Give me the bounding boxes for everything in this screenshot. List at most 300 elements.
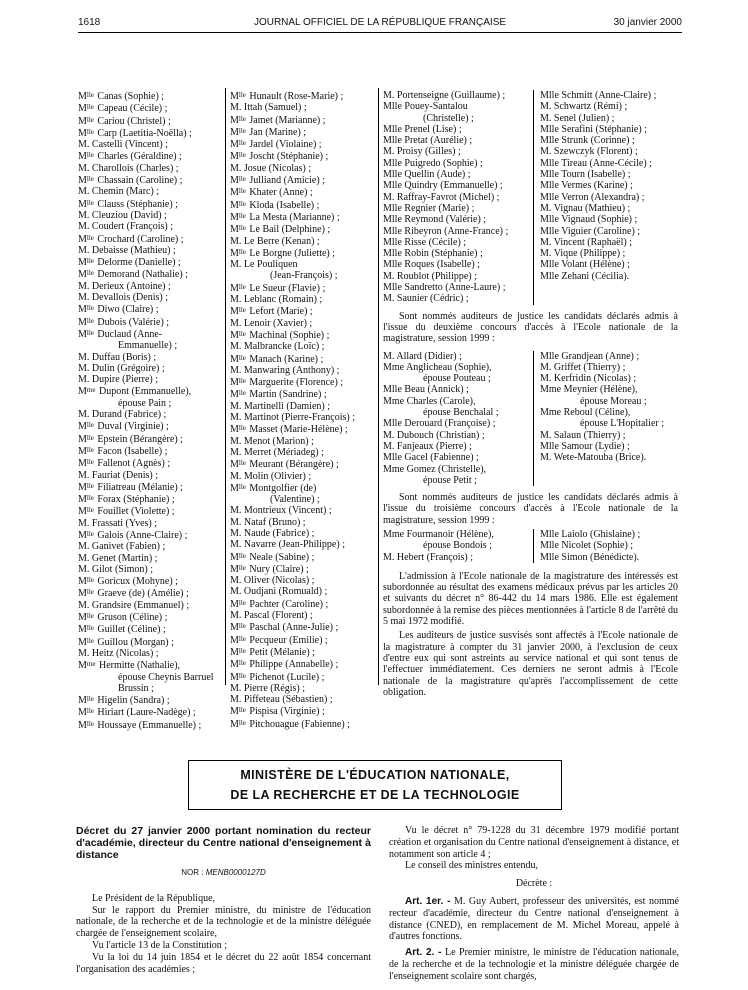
civility-title: M. [78,280,92,292]
person-name: Hiriart (Laure-Nadège) ; [97,707,196,719]
name-entry [78,139,222,150]
civility-title: $M^{lle}$ [230,377,246,389]
name-entry [383,237,533,248]
name-entry [78,600,222,611]
person-name: Higelin (Sandra) ; [97,695,170,707]
name-entry [78,445,222,457]
name-entry [540,146,677,157]
name-entry [540,373,677,384]
civility-title: Mlle [540,123,559,135]
person-name: Le Pouliquen [243,259,298,271]
decree-vu-loi: Vu la loi du 14 juin 1854 et le décret du 22 août 1854 concernant l'organisation des académies ; [76,951,371,975]
person-name: Volant (Hélène) ; [561,259,630,271]
name-entry [383,407,533,418]
journal-title: JOURNAL OFFICIEL DE LA RÉPUBLIQUE FRANÇAISE [253,17,507,28]
name-entry [383,135,533,146]
name-entry [78,409,222,420]
third-concours-list-left [383,529,533,563]
civility-title: M. [540,236,554,248]
civility-title: M. [383,429,397,441]
person-name: Le Borgne (Juliette) ; [249,247,336,259]
name-entry [383,124,533,135]
civility-title: M. [78,292,92,304]
civility-title: $M^{lle}$ [78,624,94,636]
name-entry [540,396,677,407]
person-name: Grandsire (Emmanuel) ; [91,599,190,611]
page-header [78,17,682,31]
person-name: Canas (Sophie) ; [97,91,165,102]
civility-title: Mlle [540,350,559,362]
civility-title: M. [78,162,92,174]
civility-title: M. [230,610,244,622]
name-entry [230,423,375,435]
person-name: Sandretto (Anne-Laure) ; [404,282,506,294]
civility-title: M. [78,563,92,575]
name-list-column-3a [383,90,533,305]
person-name: Montgolfier (de) [249,482,317,494]
person-name: Strunk (Corinne) ; [561,135,635,147]
person-name: La Mesta (Marianne) ; [249,211,340,223]
person-name: Tourn (Isabelle) ; [561,169,631,181]
person-name: Philippe (Annabelle) ; [249,659,339,671]
name-entry [78,648,222,659]
name-entry [78,481,222,493]
person-name: Prenel (Lise) ; [404,123,462,135]
person-name: Diwo (Claire) ; [97,304,159,316]
person-name: Kerfridin (Nicolas) ; [553,373,637,385]
name-entry [78,221,222,232]
person-name: Oliver (Nicolas) ; [243,575,315,587]
name-entry [230,517,375,528]
person-name: Demorand (Nathalie) ; [97,269,188,281]
person-name: Masset (Marie-Hélène) ; [249,424,348,436]
civility-title: $M^{lle}$ [78,719,94,731]
civility-title: $M^{lle}$ [78,269,94,281]
person-name: Le Berre (Kenan) ; [243,235,320,247]
person-name: Tireau (Anne-Cécile) ; [561,157,652,169]
name-entry [230,718,375,730]
affectation-paragraph: Les auditeurs de justice susvisés sont affectés à l'Ecole nationale de la magistrature à compter du 31 janvier 2000, à l'exclusion de ceux d'entre eux qui sont astreints au service national et qui sont tenus de l'effectuer immédiatement. Ces derniers ne seront admis à l'Ecole nationale de la magistrature qu'après l'accomplissement de cette obligation. [383,630,678,698]
person-name: Coudert (François) ; [91,221,173,233]
person-name: Goricux (Mohyne) ; [97,576,178,588]
civility-title: Mlle [540,270,559,282]
person-name: épouse Petit ; [423,474,477,486]
civility-title: M. [230,470,244,482]
name-entry [78,292,222,303]
person-name: Griffet (Thierry) ; [553,361,626,373]
person-name: Paschal (Anne-Julie) ; [249,622,339,634]
name-entry [540,226,677,237]
name-entry [540,124,677,135]
name-entry [230,646,375,658]
name-entry [78,316,222,328]
name-entry [383,351,533,362]
name-entry [78,623,222,635]
civility-title: M. [78,351,92,363]
civility-title: Mlle [540,191,559,203]
civility-title: M. [78,552,92,564]
civility-title: $M^{lle}$ [78,328,94,340]
person-name: Raffray-Favrot (Michel) ; [396,191,500,203]
name-entry [383,441,533,452]
person-name: Merret (Mériadeg) ; [243,446,324,458]
civility-title: M. [230,364,244,376]
issue-date: 30 janvier 2000 [613,17,682,28]
person-name: Viguier (Caroline) ; [561,225,641,237]
person-name: Salaun (Thierry) ; [553,429,626,441]
civility-title: Mlle [383,135,402,147]
civility-title: $M^{lle}$ [230,646,246,658]
civility-title: $M^{lle}$ [78,588,94,600]
civility-title: M. [540,248,554,260]
person-name: Graeve (de) (Amélie) ; [97,588,189,600]
name-entry [78,245,222,256]
decree-rapport: Sur le rapport du Premier ministre, du ministre de l'éducation nationale, de la recherche et de la technologie et de la ministre déléguée chargée de l'enseignement scolaire, [76,904,371,940]
name-entry [78,719,222,731]
person-name: Grandjean (Anne) ; [561,350,640,362]
person-name: Kloda (Isabelle) ; [249,199,320,211]
name-entry [230,236,375,247]
person-name: Meynier (Hélène), [563,384,638,396]
person-name: (Jean-François) ; [270,270,338,282]
civility-title: M. [230,446,244,458]
civility-title: M. [540,452,554,464]
person-name: Vique (Philippe) ; [553,248,626,260]
name-entry [230,447,375,458]
civility-title: Mme [383,463,405,475]
person-name: Quellin (Aude) ; [404,169,471,181]
person-name: Hunault (Rose-Marie) ; [249,91,344,102]
name-entry [383,248,533,259]
name-entry [383,203,533,214]
name-entry [540,384,677,395]
header-rule [78,32,682,33]
name-entry [230,436,375,447]
name-entry [78,470,222,481]
person-name: Samour (Lydie) ; [561,440,630,452]
name-entry [540,271,677,282]
civility-title: $M^{lle}$ [230,187,246,199]
civility-title: Mlle [383,452,402,464]
civility-title: $M^{lle}$ [230,622,246,634]
person-name: Charles (Géraldine) ; [97,151,182,163]
person-name: Fallenot (Agnès) ; [97,458,171,470]
civility-title: Mme [383,395,405,407]
name-entry [78,115,222,127]
person-name: Cariou (Christel) ; [97,115,171,127]
column-divider [225,88,226,685]
column-divider [378,88,379,685]
name-entry [230,211,375,223]
decrete-heading: Décrète : [515,878,553,890]
ministry-heading-box [188,760,562,810]
person-name: Manwaring (Anthony) ; [243,364,340,376]
name-entry [383,146,533,157]
civility-title: M. [230,162,244,174]
name-entry [540,418,677,429]
person-name: Malbrancke (Loïc) ; [243,341,325,353]
name-entry [78,611,222,623]
person-name: Epstein (Bérangère) ; [97,433,183,445]
name-entry [383,101,533,112]
name-entry [230,102,375,113]
name-entry [230,341,375,352]
person-name: Pitchouague (Fabienne) ; [249,718,350,730]
civility-title: M. [230,586,244,598]
name-entry [78,564,222,575]
name-entry [230,539,375,550]
civility-title: Mlle [540,90,559,101]
ministry-line-1: MINISTÈRE DE L'ÉDUCATION NATIONALE, [240,768,510,782]
person-name: Nataf (Bruno) ; [243,516,306,528]
name-list-column-3b [533,90,677,305]
civility-title: M. [230,412,244,424]
civility-title: $M^{lle}$ [230,482,246,494]
civility-title: $M^{lle}$ [230,306,246,318]
name-entry [78,541,222,552]
person-name: Molin (Olivier) ; [243,470,312,482]
name-entry [78,672,222,683]
civility-title: M. [230,341,244,353]
name-entry [540,90,677,101]
person-name: épouse Pain ; [118,397,172,409]
name-entry [383,396,533,407]
civility-title: $M^{lle}$ [78,103,94,115]
person-name: Jamet (Marianne) ; [249,114,326,126]
nor-label: NOR : [181,868,204,877]
person-name: Dubois (Valérie) ; [97,316,170,328]
name-entry [383,192,533,203]
name-entry [230,294,375,305]
name-entry [230,259,375,270]
name-entry [78,420,222,432]
name-entry [78,683,222,694]
person-name: Cleuziou (David) ; [91,209,167,221]
name-entry [230,282,375,294]
person-name: Fourmanoir (Hélène), [406,528,494,540]
civility-title: $M^{lle}$ [78,175,94,187]
name-entry [383,180,533,191]
civility-title: Mlle [383,225,402,237]
civility-title: M. [383,551,397,563]
person-name: Simon (Bénédicte). [561,551,640,563]
person-name: Hebert (François) ; [396,551,473,563]
name-entry [540,540,677,551]
person-name: Schmitt (Anne-Claire) ; [561,90,657,101]
second-concours-paragraph: Sont nommés auditeurs de justice les candidats déclarés admis à l'issue du deuxième concours d'accès à l'Ecole nationale de la magistrature, session 1999 : [383,310,678,345]
person-name: Galois (Anne-Claire) ; [97,529,188,541]
decree-conseil: Le conseil des ministres entendu, [405,860,539,872]
admission-paragraph: L'admission à l'Ecole nationale de la magistrature des intéressés est subordonnée au résultat des examens médicaux prévus par les articles 20 et suivants du décret n° 86-442 du 14 mars 1986. Elle est également subordonnée à la remise des pièces mentionnées à l'article 8 de l'arrêté du 5 mai 1972 modifié. [383,570,678,628]
civility-title: $M^{me}$ [78,660,96,672]
civility-title: $M^{lle}$ [78,257,94,269]
nor-code: MENB0000127D [205,868,266,877]
name-entry [230,683,375,694]
person-name: Heitz (Nicolas) ; [91,647,159,659]
person-name: Pretat (Aurélie) ; [404,135,473,147]
article-1 [389,896,679,943]
name-entry [230,199,375,211]
person-name: Saunier (Cédric) ; [396,293,469,305]
civility-title: $M^{lle}$ [78,115,94,127]
name-entry [540,203,677,214]
person-name: Naude (Fabrice) ; [243,527,315,539]
person-name: épouse Bondois ; [423,540,492,552]
name-entry [230,353,375,365]
name-entry [78,385,222,397]
name-entry [540,180,677,191]
person-name: Filiatreau (Mélanie) ; [97,481,183,493]
person-name: Vincent (Raphaël) ; [553,236,632,248]
name-entry [78,256,222,268]
person-name: Joscht (Stéphanie) ; [249,151,329,163]
name-entry [230,471,375,482]
civility-title: Mlle [383,169,402,181]
name-entry [540,552,677,563]
civility-title: $M^{lle}$ [78,481,94,493]
name-entry [383,362,533,373]
civility-title: Mlle [383,180,402,192]
person-name: Nicolet (Sophie) ; [561,540,634,552]
civility-title: M. [78,599,92,611]
civility-title: Mlle [540,259,559,271]
civility-title: M. [230,102,244,114]
civility-title: Mlle [383,101,402,113]
name-entry [230,494,375,505]
name-entry [78,518,222,529]
name-entry [540,158,677,169]
civility-title: $M^{lle}$ [230,353,246,365]
person-name: Capeau (Cécile) ; [97,103,168,115]
name-entry [540,529,677,540]
person-name: Fanjeaux (Pierre) ; [396,440,472,452]
civility-title: M. [78,541,92,553]
name-entry [230,114,375,126]
person-name: Chassain (Caroline) ; [97,175,183,187]
civility-title: $M^{me}$ [78,386,96,398]
person-name: Risse (Cécile) ; [404,236,467,248]
person-name: Lefort (Marie) ; [249,306,313,318]
person-name: Forax (Stéphanie) ; [97,494,175,506]
name-entry [383,158,533,169]
name-entry [383,540,533,551]
person-name: Khater (Anne) ; [249,187,313,199]
civility-title: $M^{lle}$ [230,459,246,471]
civility-title: M. [230,516,244,528]
civility-title: M. [540,429,554,441]
name-entry [230,482,375,494]
civility-title: M. [230,400,244,412]
civility-title: M. [78,469,92,481]
person-name: Menot (Marion) ; [243,435,314,447]
name-entry [230,376,375,388]
person-name: Fauriat (Denis) ; [91,469,158,481]
decree-left-column [76,825,371,975]
person-name: Nury (Claire) ; [249,563,309,575]
civility-title: $M^{lle}$ [78,576,94,588]
civility-title: M. [78,409,92,421]
civility-title: $M^{lle}$ [230,199,246,211]
person-name: Julliand (Amicie) ; [249,175,325,187]
civility-title: M. [230,694,244,706]
article-1-text: M. Guy Aubert, professeur des universités, est nommé recteur d'académie, directeur du Centre national d'enseignement à distance (CNED), en remplacement de M. Michel Moreau, appelé à d'autres fonctions. [389,895,679,943]
person-name: Fouillet (Violette) ; [97,506,175,518]
civility-title: Mlle [540,135,559,147]
person-name: (Valentine) ; [270,494,320,506]
civility-title: Mlle [383,157,402,169]
person-name: Szewczyk (Florent) ; [553,146,638,158]
civility-title: M. [230,682,244,694]
name-entry [540,113,677,124]
person-name: Frassati (Yves) ; [91,517,158,529]
name-entry [230,270,375,281]
name-entry [78,303,222,315]
civility-title: $M^{lle}$ [230,126,246,138]
civility-title: M. [78,186,92,198]
person-name: Pecqueur (Emilie) ; [249,634,328,646]
person-name: Pichenot (Lucile) ; [249,671,325,683]
name-entry [383,169,533,180]
name-entry [230,575,375,586]
name-entry [230,174,375,186]
civility-title: $M^{lle}$ [78,127,94,139]
name-entry [78,659,222,671]
name-entry [230,658,375,670]
person-name: Duffau (Boris) ; [91,351,157,363]
civility-title: M. [230,435,244,447]
article-2-text: Le Premier ministre, le ministre de l'éducation nationale, de la recherche et de la technologie et la ministre déléguée chargée de l'enseignement scolaire sont chargés, [389,947,680,982]
person-name: Schwartz (Rémi) ; [553,101,628,113]
civility-title: $M^{lle}$ [230,706,246,718]
decree-vu-decret: Vu le décret n° 79-1228 du 31 décembre 1979 modifié portant création et organisation du Centre national d'enseignement à distance, et notamment son article 4 ; [389,825,679,860]
name-entry [230,126,375,138]
civility-title: $M^{lle}$ [230,329,246,341]
person-name: Petit (Mélanie) ; [249,646,315,658]
name-entry [540,452,677,463]
name-entry [78,398,222,409]
person-name: Ribeyron (Anne-France) ; [404,225,509,237]
civility-title: M. [230,527,244,539]
person-name: Ganivet (Fabien) ; [91,541,166,553]
name-entry [383,452,533,463]
name-entry [230,621,375,633]
name-entry [78,433,222,445]
person-name: Manach (Karine) ; [249,353,324,365]
civility-title: $M^{lle}$ [230,211,246,223]
name-entry [230,412,375,423]
person-name: Machinal (Sophie) ; [249,329,330,341]
name-entry [78,328,222,340]
person-name: Duclaud (Anne- [97,328,163,340]
person-name: Pierre (Régis) ; [243,682,305,694]
civility-title: Mlle [383,282,402,294]
person-name: Reymond (Valérie) ; [404,214,487,226]
person-name: Piffeteau (Sébastien) ; [243,694,333,706]
person-name: Martinot (Pierre-François) ; [243,412,355,424]
person-name: Vignaud (Sophie) ; [561,214,638,226]
civility-title: Mlle [540,180,559,192]
name-entry [230,705,375,717]
civility-title: M. [78,244,92,256]
name-entry [78,529,222,541]
name-entry [540,101,677,112]
civility-title: $M^{lle}$ [78,445,94,457]
third-concours-paragraph: Sont nommés auditeurs de justice les candidats déclarés admis à l'issue du troisième concours d'accès à l'Ecole nationale de la magistrature, session 1999 : [383,492,678,526]
name-entry [78,268,222,280]
civility-title: M. [78,209,92,221]
civility-title: Mlle [540,169,559,181]
name-entry [230,551,375,563]
